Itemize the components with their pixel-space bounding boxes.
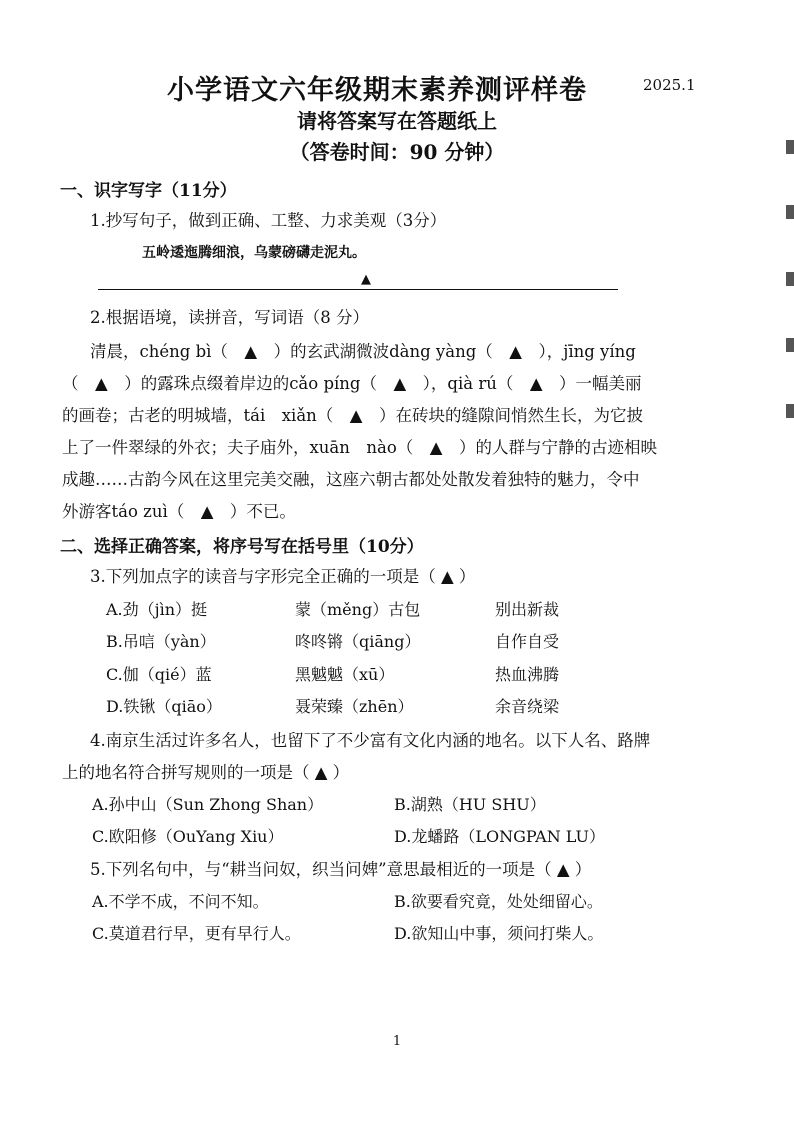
scan-edge-mark	[786, 338, 794, 352]
q1-answer-mark: ▲	[361, 272, 371, 287]
q4-stem-line-2: 上的地名符合拼写规则的一项是（ ▲ ）	[62, 763, 350, 782]
q4-option-b: B.湖熟（HU SHU）	[394, 795, 546, 814]
q3-option-b-1: B.吊唁（yàn）	[106, 632, 216, 651]
q3-option-c-1: C.伽（qié）蓝	[106, 665, 212, 684]
q3-option-a-1: A.劲（jìn）挺	[106, 600, 208, 619]
q1-answer-line	[98, 289, 618, 290]
q3-option-d-3: 余音绕梁	[495, 697, 560, 716]
exam-date: 2025.1	[643, 76, 696, 94]
q4-stem-line-1: 4.南京生活过许多名人，也留下了不少富有文化内涵的地名。以下人名、路牌	[90, 731, 651, 750]
q3-option-c-2: 黑魆魆（xū）	[295, 665, 395, 684]
q2-line-6: 外游客táo zuì（ ▲ ）不已。	[62, 502, 296, 521]
page-number: 1	[392, 1034, 402, 1049]
q3-option-a-3: 别出新裁	[495, 600, 560, 619]
section1-heading: 一、识字写字（11分）	[60, 181, 237, 201]
exam-title: 小学语文六年级期末素养测评样卷	[167, 75, 587, 106]
q2-stem: 2.根据语境，读拼音，写词语（8 分）	[90, 308, 369, 327]
q3-stem: 3.下列加点字的读音与字形完全正确的一项是（ ▲ ）	[90, 567, 476, 586]
exam-time-note: （答卷时间：90 分钟）	[289, 140, 505, 164]
scan-edge-mark	[786, 205, 794, 219]
q2-line-3: 的画卷；古老的明城墙，tái xiǎn（ ▲ ）在砖块的缝隙间悄然生长，为它披	[62, 406, 643, 425]
q2-line-2: （ ▲ ）的露珠点缀着岸边的cǎo píng（ ▲ ），qià rú（ ▲ ）一幅美丽	[62, 374, 642, 393]
q2-line-1: 清晨，chéng bì（ ▲ ）的玄武湖微波dàng yàng（ ▲ ），jīng yíng	[90, 342, 636, 361]
q3-option-d-1: D.铁锹（qiāo）	[106, 697, 222, 716]
q4-option-a: A.孙中山（Sun Zhong Shan）	[92, 795, 324, 814]
q3-option-b-3: 自作自受	[495, 632, 560, 651]
q3-option-d-2: 聂荣臻（zhēn）	[295, 697, 414, 716]
q5-option-c: C.莫道君行早，更有早行人。	[92, 924, 301, 943]
q5-option-b: B.欲要看究竟，处处细留心。	[394, 892, 603, 911]
scan-edge-mark	[786, 272, 794, 286]
q2-line-4: 上了一件翠绿的外衣；夫子庙外，xuān nào（ ▲ ）的人群与宁静的古迹相映	[62, 438, 657, 457]
q1-stem: 1.抄写句子，做到正确、工整、力求美观（3分）	[90, 211, 447, 230]
q5-option-a: A.不学不成，不问不知。	[92, 892, 269, 911]
q1-sentence: 五岭逶迤腾细浪，乌蒙磅礴走泥丸。	[142, 245, 366, 261]
q3-option-b-2: 咚咚锵（qiāng）	[295, 632, 421, 651]
scan-edge-mark	[786, 404, 794, 418]
q3-option-c-3: 热血沸腾	[495, 665, 560, 684]
section2-heading: 二、选择正确答案，将序号写在括号里（10分）	[60, 537, 424, 557]
q3-option-a-2: 蒙（měng）古包	[295, 600, 421, 619]
q5-option-d: D.欲知山中事，须问打柴人。	[394, 924, 604, 943]
q4-option-d: D.龙蟠路（LONGPAN LU）	[394, 827, 606, 846]
scan-edge-mark	[786, 140, 794, 154]
q4-option-c: C.欧阳修（OuYang Xiu）	[92, 827, 284, 846]
q5-stem: 5.下列名句中，与“耕当问奴，织当问婢”意思最相近的一项是（ ▲ ）	[90, 860, 592, 879]
q2-line-5: 成趣……古韵今风在这里完美交融，这座六朝古都处处散发着独特的魅力，令中	[62, 470, 640, 489]
exam-subtitle: 请将答案写在答题纸上	[297, 109, 497, 133]
